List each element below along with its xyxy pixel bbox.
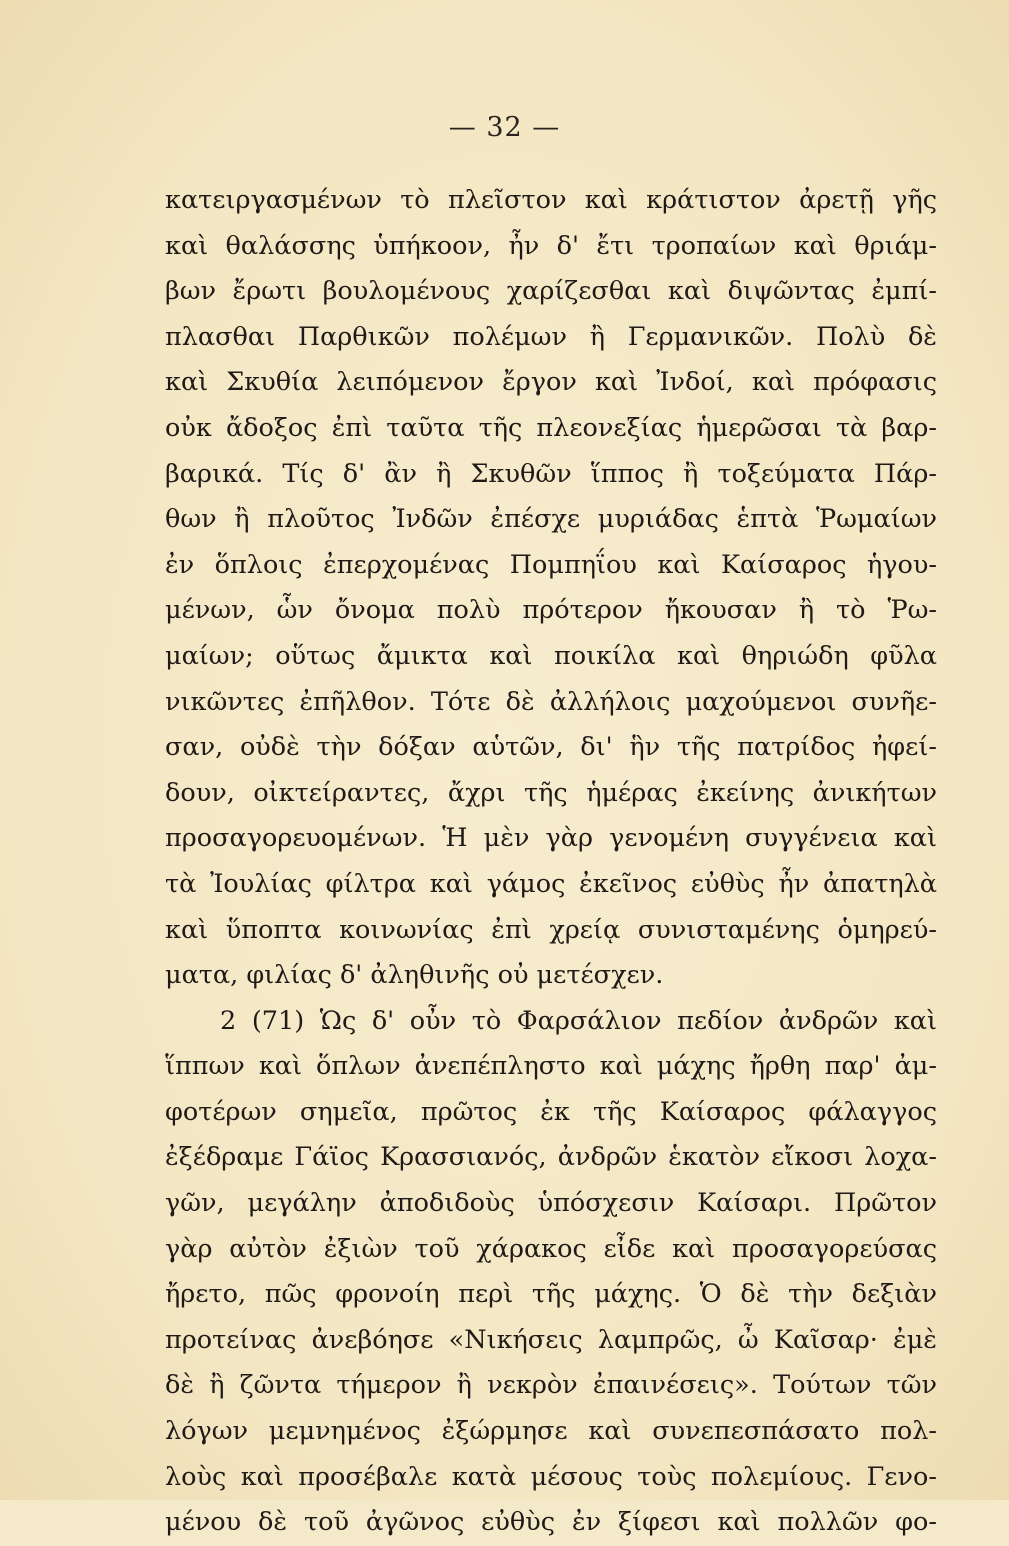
text-line: προτείνας ἀνεβόησε «Νικήσεις λαμπρῶς, ὦ Καῖσαρ· ἐμὲ <box>165 1324 937 1355</box>
text-line: ἵππων καὶ ὅπλων ἀνεπέπληστο καὶ μάχης ἤρθη παρ' ἀμ- <box>165 1051 937 1082</box>
text-line: λόγων μεμνημένος ἐξώρμησε καὶ συνεπεσπάσατο πολ- <box>165 1416 937 1447</box>
text-line: λοὺς καὶ προσέβαλε κατὰ μέσους τοὺς πολεμίους. Γενο- <box>165 1461 937 1492</box>
text-line: σαν, οὐδὲ τὴν δόξαν αὑτῶν, δι' ἣν τῆς πατρίδος ἠφεί- <box>165 732 937 763</box>
text-line: ἐν ὅπλοις ἐπερχομένας Πομπηΐου καὶ Καίσαρος ἡγου- <box>165 549 937 580</box>
text-line: ἤρετο, πῶς φρονοίη περὶ τῆς μάχης. Ὁ δὲ τὴν δεξιὰν <box>165 1279 937 1310</box>
text-line: βων ἔρωτι βουλομένους χαρίζεσθαι καὶ διψῶντας ἐμπί- <box>165 276 937 307</box>
text-line: οὐκ ἄδοξος ἐπὶ ταῦτα τῆς πλεονεξίας ἡμερῶσαι τὰ βαρ- <box>165 412 937 443</box>
text-line: μένου δὲ τοῦ ἀγῶνος εὐθὺς ἐν ξίφεσι καὶ πολλῶν φο- <box>165 1507 937 1538</box>
text-line: δουν, οἰκτείραντες, ἄχρι τῆς ἡμέρας ἐκείνης ἀνικήτων <box>165 777 937 808</box>
text-line: μένων, ὧν ὄνομα πολὺ πρότερον ἤκουσαν ἢ τὸ Ῥω- <box>165 595 937 626</box>
page-number: — 32 — <box>448 112 561 143</box>
text-line: νικῶντες ἐπῆλθον. Τότε δὲ ἀλλήλοις μαχούμενοι συνῆε- <box>165 686 937 717</box>
text-line: ἐξέδραμε Γάϊος Κρασσιανός, ἀνδρῶν ἑκατὸν εἴκοσι λοχα- <box>165 1142 937 1173</box>
text-line: πλασθαι Παρθικῶν πολέμων ἢ Γερμανικῶν. Πολὺ δὲ <box>165 321 937 352</box>
text-line: δὲ ἢ ζῶντα τήμερον ἢ νεκρὸν ἐπαινέσεις». Τούτων τῶν <box>165 1370 937 1401</box>
text-line: προσαγορευομένων. Ἡ μὲν γὰρ γενομένη συγγένεια καὶ <box>165 823 937 854</box>
text-line: θων ἢ πλοῦτος Ἰνδῶν ἐπέσχε μυριάδας ἑπτὰ Ῥωμαίων <box>165 504 937 535</box>
text-line: γὰρ αὐτὸν ἐξιὼν τοῦ χάρακος εἶδε καὶ προσαγορεύσας <box>165 1233 937 1264</box>
text-line: βαρικά. Τίς δ' ἂν ἢ Σκυθῶν ἵππος ἢ τοξεύματα Πάρ- <box>165 458 937 489</box>
text-line: μαίων; οὕτως ἄμικτα καὶ ποικίλα καὶ θηριώδη φῦλα <box>165 640 937 671</box>
text-line: γῶν, μεγάλην ἀποδιδοὺς ὑπόσχεσιν Καίσαρι. Πρῶτον <box>165 1188 937 1219</box>
text-line: τὰ Ἰουλίας φίλτρα καὶ γάμος ἐκεῖνος εὐθὺς ἦν ἀπατηλὰ <box>165 868 937 899</box>
text-line: κατειργασμένων τὸ πλεῖστον καὶ κράτιστον ἀρετῇ γῆς <box>165 185 937 215</box>
text-line: καὶ ὕποπτα κοινωνίας ἐπὶ χρείᾳ συνισταμένης ὁμηρεύ- <box>165 914 937 945</box>
text-line: καὶ θαλάσσης ὑπήκοον, ἦν δ' ἔτι τροπαίων καὶ θριάμ- <box>165 230 937 261</box>
text-line: ματα, φιλίας δ' ἀληθινῆς οὐ μετέσχεν. <box>165 960 664 991</box>
body-text <box>165 178 937 1546</box>
section-start-line: 2 (71) Ὡς δ' οὖν τὸ Φαρσάλιον πεδίον ἀνδρῶν καὶ <box>220 1005 937 1036</box>
text-line: καὶ Σκυθία λειπόμενον ἔργον καὶ Ἰνδοί, καὶ πρόφασις <box>165 367 937 398</box>
text-line: φοτέρων σημεῖα, πρῶτος ἐκ τῆς Καίσαρος φάλαγγος <box>165 1096 937 1127</box>
